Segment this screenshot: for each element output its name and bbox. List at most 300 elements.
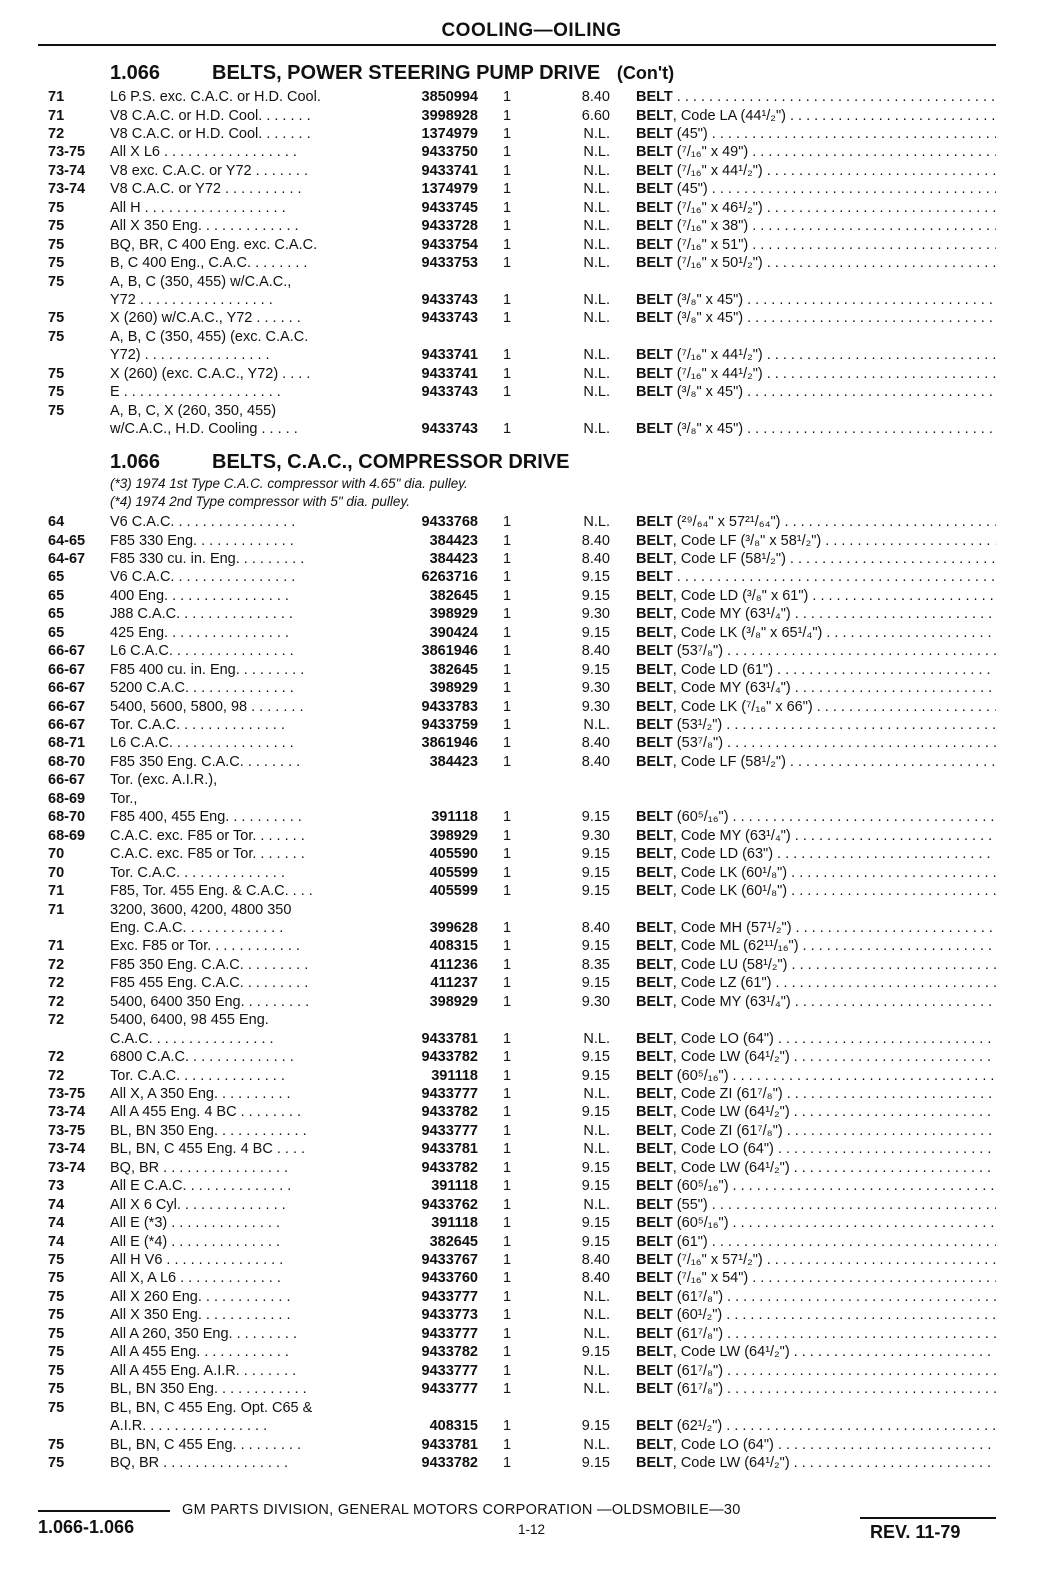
quantity-cell: 1 [503, 1104, 512, 1121]
quantity-cell: 1 [503, 532, 512, 549]
table-row [0, 1399, 1063, 1417]
part-name-cell: BELT, Code LW (64¹/₂") . . . [636, 1343, 996, 1361]
table-row [0, 1011, 1063, 1029]
description-cell: All E (*3) . . . . . . . . . . . . . . [110, 1215, 281, 1232]
part-number-cell: 9433773 [421, 1307, 478, 1324]
description-cell: BQ, BR, C 400 Eng. exc. C.A.C. [110, 236, 318, 253]
table-row [0, 217, 1063, 235]
price-cell: N.L. [583, 1362, 610, 1379]
price-cell: 8.40 [581, 735, 610, 752]
description-cell: C.A.C. . . . . . . . . . . . . . . . [110, 1030, 274, 1047]
price-cell: N.L. [583, 144, 610, 161]
part-name-cell: BELT (60¹/₂") . . . [636, 1306, 996, 1324]
part-number-cell: 391118 [431, 1067, 478, 1084]
year-cell: 73 [48, 1178, 65, 1195]
year-cell: 75 [48, 273, 65, 290]
price-cell: N.L. [583, 1381, 610, 1398]
price-cell: N.L. [583, 291, 610, 308]
table-row [0, 956, 1063, 974]
year-cell: 75 [48, 1436, 65, 1453]
quantity-cell: 1 [503, 107, 512, 124]
quantity-cell: 1 [503, 569, 512, 586]
year-cell: 75 [48, 1454, 65, 1471]
price-cell: 9.15 [581, 1178, 610, 1195]
part-name-cell: BELT (³/₈" x 45") . . . [636, 420, 996, 438]
quantity-cell: 1 [503, 1030, 512, 1047]
price-cell: 8.40 [581, 919, 610, 936]
price-cell: 8.40 [581, 532, 610, 549]
part-name-cell: BELT, Code LF (58¹/₂") . . . [636, 550, 996, 568]
description-cell: F85 350 Eng. C.A.C. . . . . . . . [110, 753, 301, 770]
part-number-cell: 9433783 [421, 698, 478, 715]
part-name-cell: BELT, Code LU (58¹/₂") . . . [636, 956, 996, 974]
part-number-cell: 9433728 [421, 218, 478, 235]
quantity-cell: 1 [503, 384, 512, 401]
description-cell: L6 C.A.C. . . . . . . . . . . . . . . . [110, 643, 294, 660]
year-cell: 73-74 [48, 1159, 86, 1176]
year-cell: 66-67 [48, 643, 86, 660]
part-name-cell: BELT, Code MY (63¹/₄") . . . [636, 679, 996, 697]
footer-rule-left [38, 1510, 170, 1512]
table-row [0, 1103, 1063, 1121]
part-number-cell: 411236 [430, 956, 478, 973]
quantity-cell: 1 [503, 550, 512, 567]
quantity-cell: 1 [503, 1122, 512, 1139]
part-name-cell: BELT (³/₈" x 45") . . . [636, 309, 996, 327]
description-cell: 425 Eng. . . . . . . . . . . . . . . . [110, 624, 289, 641]
description-cell: All X 6 Cyl. . . . . . . . . . . . . . [110, 1196, 286, 1213]
part-name-cell: BELT, Code MY (63¹/₄") . . . [636, 827, 996, 845]
quantity-cell: 1 [503, 864, 512, 881]
price-cell: 9.15 [581, 864, 610, 881]
price-cell: 8.40 [581, 643, 610, 660]
quantity-cell: 1 [503, 1215, 512, 1232]
part-name-cell: BELT, Code ZI (61⁷/₈") . . . [636, 1085, 996, 1103]
price-cell: 8.40 [581, 1252, 610, 1268]
year-cell: 72 [48, 125, 65, 142]
table-row [0, 1454, 1063, 1472]
description-cell: E . . . . . . . . . . . . . . . . . . . . [110, 384, 281, 401]
year-cell: 71 [48, 938, 65, 955]
year-cell: 66-67 [48, 772, 86, 789]
price-cell: N.L. [583, 1085, 610, 1102]
part-number-cell: 9433782 [421, 1049, 478, 1065]
price-cell: N.L. [583, 421, 610, 438]
part-name-cell: BELT (⁷/₁₆" x 54") . . . [636, 1269, 996, 1287]
table-row [0, 1343, 1063, 1361]
table-row [0, 882, 1063, 900]
part-name-cell: BELT (61⁷/₈") . . . [636, 1380, 996, 1398]
price-cell: 8.40 [581, 89, 610, 105]
part-name-cell: BELT, Code LF (³/₈" x 58¹/₂") . . . [636, 532, 996, 550]
table-row [0, 790, 1063, 808]
part-name-cell: BELT, Code LK (60¹/₈") . . . [636, 864, 996, 882]
part-number-cell: 6263716 [421, 569, 478, 586]
part-number-cell: 398929 [429, 680, 478, 696]
table-row [0, 1177, 1063, 1195]
table-row [0, 845, 1063, 863]
part-number-cell: 9433743 [421, 421, 478, 438]
part-number-cell: 9433750 [421, 144, 478, 161]
footer-division: GM PARTS DIVISION, GENERAL MOTORS CORPORATION —OLDSMOBILE—30 [182, 1502, 741, 1518]
table-row [0, 716, 1063, 734]
description-cell: BL, BN 350 Eng. . . . . . . . . . . . [110, 1122, 307, 1139]
price-cell: N.L. [583, 255, 610, 271]
description-cell: Tor. (exc. A.I.R.), [110, 772, 218, 789]
price-cell: 8.40 [581, 550, 610, 567]
price-cell: N.L. [583, 1196, 610, 1213]
description-cell: All H . . . . . . . . . . . . . . . . . . [110, 199, 286, 216]
quantity-cell: 1 [503, 218, 512, 235]
year-cell: 75 [48, 384, 65, 401]
part-name-cell: BELT, Code LD (61") . . . [636, 661, 996, 679]
year-cell: 75 [48, 1252, 65, 1268]
price-cell: N.L. [583, 1122, 610, 1139]
part-number-cell: 399628 [429, 919, 478, 936]
year-cell: 71 [48, 107, 65, 124]
quantity-cell: 1 [503, 827, 512, 844]
year-cell: 65 [48, 606, 65, 623]
part-number-cell: 9433741 [421, 347, 478, 364]
table-row [0, 1085, 1063, 1103]
quantity-cell: 1 [503, 199, 512, 216]
table-row [0, 1269, 1063, 1287]
table-row [0, 199, 1063, 217]
part-number-cell: 405599 [429, 864, 478, 881]
price-cell: 9.30 [581, 827, 610, 844]
part-number-cell: 9433767 [421, 1252, 478, 1268]
part-number-cell: 9433759 [421, 717, 478, 733]
part-name-cell: BELT (53⁷/₈") . . . [636, 734, 996, 752]
price-cell: 9.15 [581, 1104, 610, 1121]
quantity-cell: 1 [503, 624, 512, 641]
description-cell: Y72) . . . . . . . . . . . . . . . . [110, 347, 270, 364]
part-number-cell: 9433743 [421, 310, 478, 327]
year-cell: 75 [48, 1270, 65, 1287]
section-note: (*4) 1974 2nd Type compressor with 5" dia. pulley. [110, 494, 410, 509]
part-name-cell: BELT, Code ZI (61⁷/₈") . . . [636, 1122, 996, 1140]
quantity-cell: 1 [503, 661, 512, 678]
quantity-cell: 1 [503, 1436, 512, 1453]
part-name-cell: BELT, Code LA (44¹/₂") . . . [636, 107, 996, 125]
price-cell: 9.30 [581, 698, 610, 715]
year-cell: 66-67 [48, 680, 86, 696]
quantity-cell: 1 [503, 89, 512, 105]
description-cell: All H V6 . . . . . . . . . . . . . . . [110, 1252, 284, 1268]
description-cell: F85 330 Eng. . . . . . . . . . . . . [110, 532, 294, 549]
table-row [0, 513, 1063, 531]
table-row [0, 1306, 1063, 1324]
year-cell: 70 [48, 846, 65, 863]
price-cell: 9.30 [581, 606, 610, 623]
part-name-cell: BELT, Code MY (63¹/₄") . . . [636, 605, 996, 623]
table-row [0, 309, 1063, 327]
year-cell: 75 [48, 365, 65, 382]
part-number-cell: 9433753 [421, 255, 478, 271]
part-name-cell: BELT, Code LW (64¹/₂") . . . [636, 1454, 996, 1472]
quantity-cell: 1 [503, 1085, 512, 1102]
description-cell: F85 400, 455 Eng. . . . . . . . . . [110, 809, 302, 826]
part-number-cell: 408315 [429, 938, 478, 955]
price-cell: N.L. [583, 1325, 610, 1342]
year-cell: 72 [48, 1067, 65, 1084]
price-cell: N.L. [583, 125, 610, 142]
price-cell: N.L. [583, 1436, 610, 1453]
year-cell: 73-75 [48, 144, 86, 161]
part-number-cell: 9433762 [421, 1196, 478, 1213]
table-row [0, 624, 1063, 642]
part-number-cell: 9433754 [421, 236, 478, 253]
section-number: 1.066 [110, 451, 161, 473]
description-cell: X (260) w/C.A.C., Y72 . . . . . . [110, 310, 301, 327]
table-row [0, 679, 1063, 697]
part-number-cell: 391118 [431, 809, 478, 826]
quantity-cell: 1 [503, 1196, 512, 1213]
description-cell: 5400, 6400 350 Eng. . . . . . . . . [110, 993, 310, 1010]
part-name-cell: BELT (⁷/₁₆" x 44¹/₂") . . . [636, 346, 996, 364]
part-number-cell: 9433777 [421, 1288, 478, 1305]
part-name-cell: BELT, Code LZ (61") . . . [636, 974, 996, 992]
part-name-cell: BELT (61⁷/₈") . . . [636, 1362, 996, 1380]
year-cell: 64 [48, 514, 65, 530]
price-cell: 9.15 [581, 624, 610, 641]
year-cell: 66-67 [48, 698, 86, 715]
year-cell: 75 [48, 402, 65, 419]
table-row [0, 1436, 1063, 1454]
quantity-cell: 1 [503, 1344, 512, 1361]
section-title: BELTS, C.A.C., COMPRESSOR DRIVE [212, 451, 570, 473]
year-cell: 73-74 [48, 181, 86, 198]
table-row [0, 753, 1063, 771]
part-name-cell: BELT (⁷/₁₆" x 51") . . . [636, 236, 996, 254]
part-name-cell: BELT (⁷/₁₆" x 44¹/₂") . . . [636, 365, 996, 383]
table-row [0, 328, 1063, 346]
year-cell: 68-70 [48, 809, 86, 826]
quantity-cell: 1 [503, 956, 512, 973]
part-name-cell: BELT, Code LK (60¹/₈") . . . [636, 882, 996, 900]
year-cell: 71 [48, 883, 65, 899]
quantity-cell: 1 [503, 162, 512, 179]
quantity-cell: 1 [503, 310, 512, 327]
year-cell: 74 [48, 1196, 65, 1213]
part-name-cell: BELT (⁷/₁₆" x 57¹/₂") . . . [636, 1251, 996, 1269]
year-cell: 72 [48, 1012, 65, 1029]
description-cell: Y72 . . . . . . . . . . . . . . . . . [110, 291, 273, 308]
section-title: BELTS, POWER STEERING PUMP DRIVE [212, 62, 601, 84]
table-row [0, 273, 1063, 291]
year-cell: 68-69 [48, 790, 86, 807]
price-cell: 9.15 [581, 569, 610, 586]
part-name-cell: BELT, Code MY (63¹/₄") . . . [636, 993, 996, 1011]
table-row [0, 1030, 1063, 1048]
quantity-cell: 1 [503, 698, 512, 715]
quantity-cell: 1 [503, 365, 512, 382]
price-cell: 9.15 [581, 1344, 610, 1361]
quantity-cell: 1 [503, 717, 512, 733]
footer-page-number: 1-12 [517, 1522, 546, 1537]
table-row [0, 1288, 1063, 1306]
price-cell: 9.15 [581, 661, 610, 678]
description-cell: L6 P.S. exc. C.A.C. or H.D. Cool. [110, 89, 321, 105]
description-cell: V6 C.A.C. . . . . . . . . . . . . . . . [110, 569, 296, 586]
table-row [0, 864, 1063, 882]
part-name-cell: BELT . . . [636, 568, 996, 586]
year-cell: 72 [48, 975, 65, 992]
description-cell: Tor. C.A.C. . . . . . . . . . . . . . [110, 864, 285, 881]
price-cell: N.L. [583, 181, 610, 198]
part-number-cell: 408315 [429, 1418, 478, 1434]
part-number-cell: 9433782 [421, 1159, 478, 1176]
part-number-cell: 391118 [431, 1215, 478, 1232]
table-row [0, 937, 1063, 955]
year-cell: 64-67 [48, 550, 86, 567]
year-cell: 72 [48, 956, 65, 973]
part-number-cell: 9433777 [421, 1381, 478, 1398]
description-cell: F85 330 cu. in. Eng. . . . . . . . . [110, 550, 305, 567]
part-name-cell: BELT, Code LK (⁷/₁₆" x 66") . . . [636, 698, 996, 716]
quantity-cell: 1 [503, 1288, 512, 1305]
year-cell: 72 [48, 993, 65, 1010]
description-cell: F85 400 cu. in. Eng. . . . . . . . . [110, 661, 305, 678]
description-cell: A.I.R. . . . . . . . . . . . . . . . [110, 1418, 268, 1434]
description-cell: BL, BN, C 455 Eng. . . . . . . . . [110, 1436, 301, 1453]
description-cell: All A 455 Eng. 4 BC . . . . . . . . [110, 1104, 302, 1121]
quantity-cell: 1 [503, 255, 512, 271]
part-name-cell: BELT (60⁵/₁₆") . . . [636, 808, 996, 826]
description-cell: BQ, BR . . . . . . . . . . . . . . . . [110, 1454, 289, 1471]
description-cell: 5200 C.A.C. . . . . . . . . . . . . . [110, 680, 294, 696]
description-cell: F85, Tor. 455 Eng. & C.A.C. . . . [110, 883, 313, 899]
quantity-cell: 1 [503, 809, 512, 826]
year-cell: 74 [48, 1233, 65, 1250]
part-name-cell: BELT (53¹/₂") . . . [636, 716, 996, 734]
part-number-cell: 3861946 [421, 735, 478, 752]
part-name-cell: BELT (60⁵/₁₆") . . . [636, 1067, 996, 1085]
table-row [0, 808, 1063, 826]
table-row [0, 827, 1063, 845]
description-cell: All A 260, 350 Eng. . . . . . . . . [110, 1325, 297, 1342]
price-cell: N.L. [583, 1141, 610, 1158]
section-note: (*3) 1974 1st Type C.A.C. compressor with 4.65" dia. pulley. [110, 476, 468, 491]
year-cell: 65 [48, 624, 65, 641]
description-cell: All E (*4) . . . . . . . . . . . . . . [110, 1233, 281, 1250]
price-cell: 9.15 [581, 883, 610, 899]
part-name-cell: BELT, Code LF (58¹/₂") . . . [636, 753, 996, 771]
quantity-cell: 1 [503, 144, 512, 161]
part-name-cell: BELT, Code LK (³/₈" x 65¹/₄") . . . [636, 624, 996, 642]
table-row [0, 568, 1063, 586]
part-number-cell: 384423 [429, 550, 478, 567]
price-cell: N.L. [583, 384, 610, 401]
table-row [0, 901, 1063, 919]
description-cell: C.A.C. exc. F85 or Tor. . . . . . . [110, 846, 305, 863]
description-cell: A, B, C (350, 455) w/C.A.C., [110, 273, 292, 290]
table-row [0, 734, 1063, 752]
description-cell: All X, A 350 Eng. . . . . . . . . . [110, 1085, 291, 1102]
quantity-cell: 1 [503, 975, 512, 992]
part-number-cell: 1374979 [421, 181, 478, 198]
part-name-cell: BELT, Code LO (64") . . . [636, 1140, 996, 1158]
table-row [0, 365, 1063, 383]
part-name-cell: BELT (60⁵/₁₆") . . . [636, 1214, 996, 1232]
description-cell: All X 350 Eng. . . . . . . . . . . . [110, 1307, 291, 1324]
part-number-cell: 405590 [429, 846, 478, 863]
year-cell: 75 [48, 255, 65, 271]
year-cell: 75 [48, 1288, 65, 1305]
part-number-cell: 398929 [429, 993, 478, 1010]
part-number-cell: 9433781 [421, 1141, 478, 1158]
table-row [0, 661, 1063, 679]
part-number-cell: 9433768 [421, 514, 478, 530]
section-suffix: (Con't) [616, 63, 675, 83]
quantity-cell: 1 [503, 883, 512, 899]
part-number-cell: 390424 [429, 624, 478, 641]
price-cell: N.L. [583, 1288, 610, 1305]
price-cell: N.L. [583, 199, 610, 216]
description-cell: A, B, C, X (260, 350, 455) [110, 402, 277, 419]
description-cell: X (260) (exc. C.A.C., Y72) . . . . [110, 365, 311, 382]
year-cell: 68-70 [48, 753, 86, 770]
quantity-cell: 1 [503, 1325, 512, 1342]
part-number-cell: 9433782 [421, 1104, 478, 1121]
part-number-cell: 9433743 [421, 384, 478, 401]
quantity-cell: 1 [503, 181, 512, 198]
description-cell: 5400, 5600, 5800, 98 . . . . . . . [110, 698, 304, 715]
quantity-cell: 1 [503, 236, 512, 253]
quantity-cell: 1 [503, 125, 512, 142]
table-row [0, 291, 1063, 309]
price-cell: 9.15 [581, 1067, 610, 1084]
description-cell: 3200, 3600, 4200, 4800 350 [110, 901, 292, 918]
quantity-cell: 1 [503, 735, 512, 752]
part-number-cell: 9433741 [421, 162, 478, 179]
part-name-cell: BELT (⁷/₁₆" x 50¹/₂") . . . [636, 254, 996, 272]
part-name-cell: BELT, Code LW (64¹/₂") . . . [636, 1048, 996, 1066]
year-cell: 75 [48, 328, 65, 345]
year-cell: 71 [48, 901, 65, 918]
part-number-cell: 411237 [430, 975, 478, 992]
part-name-cell: BELT (45") . . . [636, 180, 996, 198]
table-row [0, 236, 1063, 254]
part-number-cell: 3850994 [421, 89, 478, 105]
year-cell: 66-67 [48, 661, 86, 678]
year-cell: 65 [48, 587, 65, 604]
part-number-cell: 9433782 [421, 1454, 478, 1471]
year-cell: 64-65 [48, 532, 86, 549]
table-row [0, 1122, 1063, 1140]
description-cell: Eng. C.A.C. . . . . . . . . . . . . [110, 919, 284, 936]
part-name-cell: BELT, Code LW (64¹/₂") . . . [636, 1159, 996, 1177]
year-cell: 73-74 [48, 162, 86, 179]
description-cell: V8 C.A.C. or H.D. Cool. . . . . . . [110, 125, 311, 142]
quantity-cell: 1 [503, 347, 512, 364]
quantity-cell: 1 [503, 587, 512, 604]
table-row [0, 402, 1063, 420]
description-cell: Tor. C.A.C. . . . . . . . . . . . . . [110, 717, 285, 733]
quantity-cell: 1 [503, 1454, 512, 1471]
price-cell: 9.15 [581, 1049, 610, 1065]
table-row [0, 88, 1063, 106]
description-cell: V8 C.A.C. or H.D. Cool. . . . . . . [110, 107, 311, 124]
part-number-cell: 9433782 [421, 1344, 478, 1361]
part-number-cell: 9433777 [421, 1325, 478, 1342]
table-row [0, 180, 1063, 198]
table-row [0, 107, 1063, 125]
year-cell: 75 [48, 1399, 65, 1416]
part-name-cell: BELT, Code LO (64") . . . [636, 1436, 996, 1454]
description-cell: BL, BN, C 455 Eng. 4 BC . . . . [110, 1141, 306, 1158]
page-title: COOLING—OILING [441, 20, 622, 41]
